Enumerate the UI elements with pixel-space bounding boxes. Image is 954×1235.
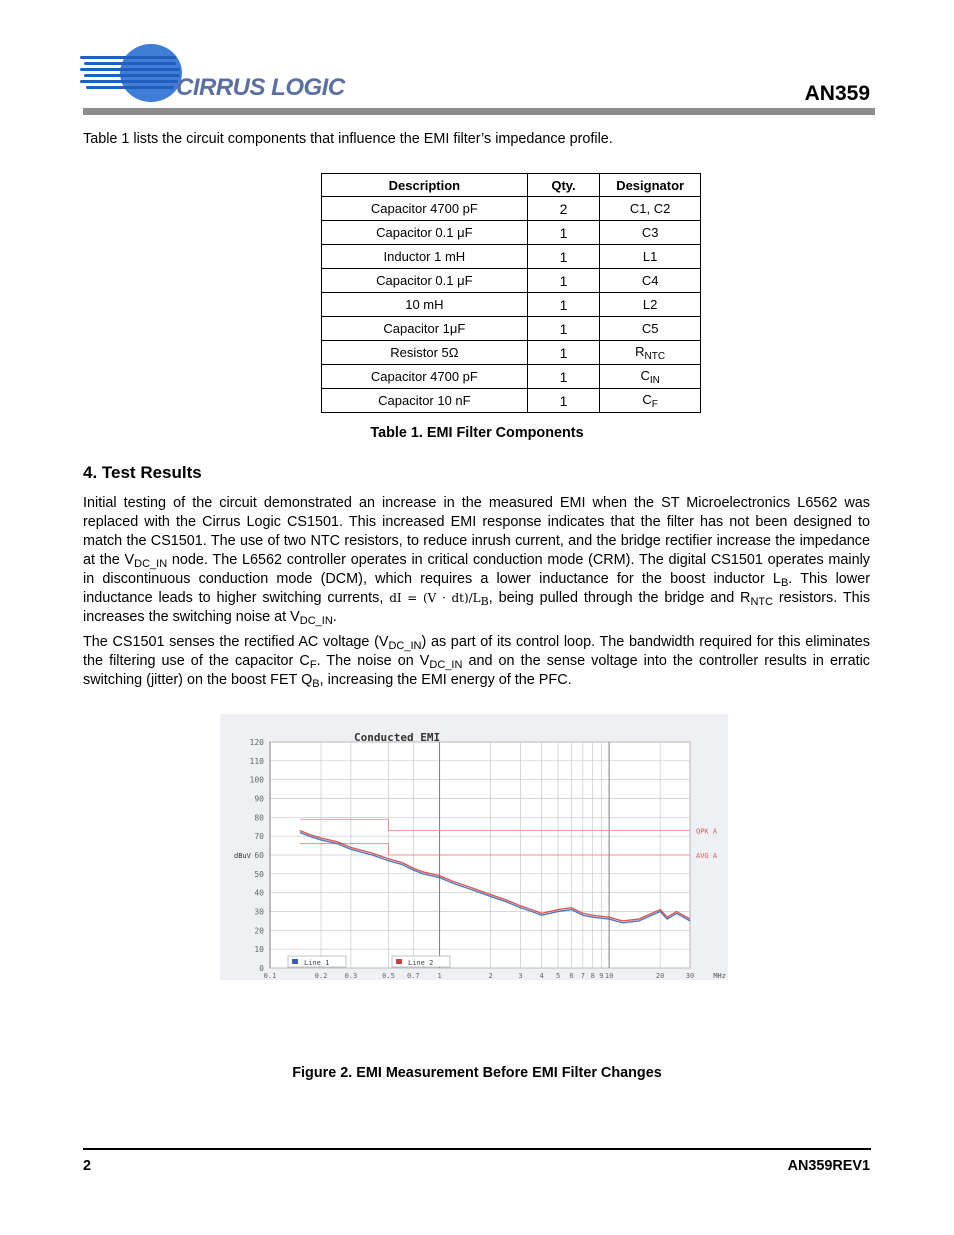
y-tick-label: 50 [254, 869, 264, 879]
legend-swatch [396, 959, 402, 964]
x-tick-label: 0.3 [344, 972, 358, 980]
cell-qty: 1 [527, 293, 600, 317]
header-designator: Designator [600, 174, 701, 197]
page-number: 2 [83, 1158, 92, 1174]
x-tick-label: 10 [604, 972, 614, 980]
legend-swatch [292, 959, 298, 964]
cell-qty: 1 [527, 269, 600, 293]
paragraph-2: The CS1501 senses the rectified AC voltage $(V_{DC\_IN})$ as part of its control loop. The bandwidth required for this eliminates the filtering use of the capacitor $C_F$. The noise on $V_{DC\_IN}$ and on the sense voltage into the controller results in erratic switching (jitter) on the boost FET $Q_B$, increasing the EMI energy of the PFC. [83, 634, 870, 690]
emi-figure [220, 714, 728, 980]
current-formula: dI = $(V \cdot dt)/L_B$ [389, 591, 489, 608]
y-tick-label: 110 [249, 756, 264, 766]
header-qty: Qty. [527, 174, 600, 197]
cell-designator: C1, C2 [600, 197, 701, 221]
y-tick-label: 80 [254, 813, 264, 823]
y-tick-label: 60 [254, 851, 264, 860]
cell-qty: 1 [527, 221, 600, 245]
cell-description: Resistor 5Ω [322, 341, 528, 365]
header-description: Description [322, 174, 528, 197]
footer-rule [83, 1148, 871, 1150]
table-row [322, 197, 701, 221]
cell-qty: 2 [527, 197, 600, 221]
chart-title: Conducted EMI [354, 731, 441, 744]
x-tick-label: 1 [437, 972, 442, 980]
table-row [322, 341, 701, 365]
table-row [322, 269, 701, 293]
x-tick-label: 0.5 [382, 972, 395, 980]
x-tick-label: 9 [599, 972, 604, 980]
cell-designator: C5 [600, 317, 701, 341]
logo-stripes-icon [80, 44, 190, 96]
components-table [321, 173, 701, 413]
cell-designator: C4 [600, 269, 701, 293]
x-tick-label: 0.2 [314, 972, 328, 980]
cell-description: Capacitor 1μF [322, 317, 528, 341]
cell-description: Capacitor 0.1 μF [322, 221, 528, 245]
document-id: AN359 [804, 82, 870, 105]
x-tick-label: 0.1 [263, 972, 277, 980]
logo-wordmark: CIRRUS LOGIC [176, 74, 345, 101]
cell-designator: L2 [600, 293, 701, 317]
cell-qty: 1 [527, 365, 600, 389]
document-revision: AN359REV1 [787, 1158, 870, 1174]
x-tick-label: 5 [555, 972, 561, 980]
header-rule [83, 108, 875, 115]
x-tick-label: 30 [685, 972, 695, 980]
cell-description: Inductor 1 mH [322, 245, 528, 269]
y-tick-label: 120 [249, 738, 264, 747]
cell-qty: 1 [527, 389, 600, 413]
y-tick-label: 10 [254, 945, 264, 955]
emi-chart [220, 714, 728, 980]
y-axis-label: dBuV [234, 852, 251, 860]
y-tick-label: 30 [254, 907, 264, 917]
table-row [322, 317, 701, 341]
cell-designator: $C_{IN}$ [600, 365, 701, 389]
cell-description: Capacitor 4700 pF [322, 365, 528, 389]
x-unit-label: MHz [713, 972, 726, 980]
cell-designator: $R_{NTC}$ [600, 341, 701, 365]
cell-description: Capacitor 0.1 μF [322, 269, 528, 293]
cell-description: Capacitor 4700 pF [322, 197, 528, 221]
x-tick-label: 3 [518, 972, 523, 980]
cell-qty: 1 [527, 245, 600, 269]
cell-qty: 1 [527, 317, 600, 341]
table-row [322, 221, 701, 245]
section-heading: 4. Test Results [83, 463, 202, 482]
y-tick-label: 0 [259, 964, 264, 973]
cirrus-logic-logo [80, 40, 360, 104]
x-tick-label: 20 [655, 972, 665, 980]
cell-designator: C3 [600, 221, 701, 245]
table-row [322, 245, 701, 269]
x-tick-label: 2 [488, 972, 493, 980]
x-tick-label: 7 [580, 972, 585, 980]
limit-label: AVG A [696, 852, 718, 860]
y-tick-label: 70 [254, 832, 264, 842]
table-header-row [322, 174, 701, 197]
cell-description: Capacitor 10 nF [322, 389, 528, 413]
y-tick-label: 40 [254, 888, 264, 898]
x-tick-label: 6 [569, 972, 574, 980]
y-tick-label: 100 [249, 775, 264, 785]
cell-description: 10 mH [322, 293, 528, 317]
limit-label: QPK A [696, 827, 718, 836]
intro-paragraph: Table 1 lists the circuit components that influence the EMI filter’s impedance profile. [83, 131, 613, 147]
table-row [322, 389, 701, 413]
y-tick-label: 20 [254, 926, 264, 936]
cell-designator: $C_F$ [600, 389, 701, 413]
table-row [322, 293, 701, 317]
figure-caption: Figure 2. EMI Measurement Before EMI Filter Changes [292, 1065, 662, 1081]
x-tick-label: 8 [590, 972, 595, 980]
x-tick-label: 4 [539, 972, 544, 980]
legend-label: Line 1 [304, 959, 330, 967]
table-caption: Table 1. EMI Filter Components [370, 425, 584, 441]
cell-designator: L1 [600, 245, 701, 269]
y-tick-label: 90 [254, 794, 264, 804]
paragraph-1: Initial testing of the circuit demonstrated an increase in the measured EMI when the ST Microelectronics L6562 was replaced with the Cirrus Logic CS1501. This increased EMI response indicates that the filter has not been designed to match the CS1501. The use of two NTC resistors, to reduce inrush current, and the bridge rectifier increase the impedance at the $V_{DC\_IN}$ node. The L6562 controller operates in critical conduction mode (CRM). The digital CS1501 operates mainly in discontinuous conduction mode (DCM), which requires a lower inductance for the boost inductor $L_B$. This lower inductance leads to higher switching currents, dI = $(V \cdot dt)/L_B$, being pulled through the bridge and $R_{NTC}$ resistors. This increases the switching noise at $V_{DC\_IN}$. [83, 495, 871, 627]
x-tick-label: 0.7 [406, 972, 420, 980]
cell-qty: 1 [527, 341, 600, 365]
table-row [322, 365, 701, 389]
legend-label: Line 2 [408, 959, 434, 967]
